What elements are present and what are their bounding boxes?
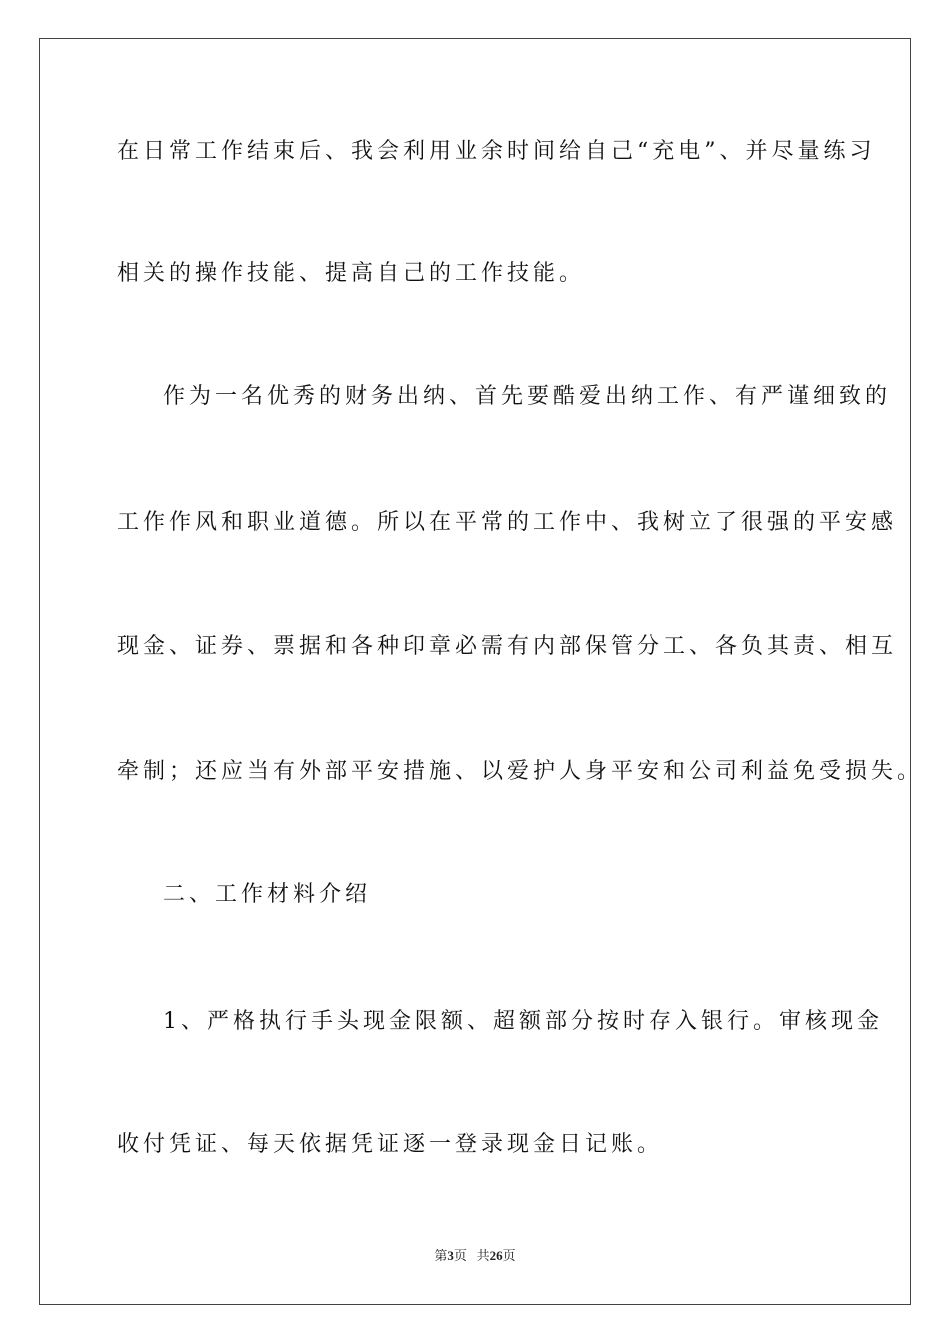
total-pages: 26 [489,1248,503,1263]
page-suffix: 页 [453,1248,467,1263]
paragraph-line-3: 作为一名优秀的财务出纳、首先要酷爱出纳工作、有严谨细致的 [163,384,892,409]
paragraph-line-2: 相关的操作技能、提高自己的工作技能。 [117,261,586,286]
paragraph-line-8: 1、严格执行手头现金限额、超额部分按时存入银行。审核现金 [163,1009,883,1034]
paragraph-line-4: 工作作风和职业道德。所以在平常的工作中、我树立了很强的平安感 [117,510,898,535]
page-number: 3 [447,1248,454,1263]
page-border [39,38,911,1305]
section-heading: 二、工作材料介绍 [163,882,372,907]
total-prefix: 共 [476,1248,490,1263]
paragraph-line-5: 现金、证券、票据和各种印章必需有内部保管分工、各负其责、相互 [117,634,898,659]
paragraph-line-9: 收付凭证、每天依据凭证逐一登录现金日记账。 [117,1132,664,1157]
page-footer [0,1247,950,1265]
paragraph-line-6: 牵制；还应当有外部平安措施、以爱护人身平安和公司利益免受损失。 [117,759,924,784]
paragraph-line-1: 在日常工作结束后、我会利用业余时间给自己“充电”、并尽量练习 [117,139,876,164]
total-suffix: 页 [502,1248,516,1263]
page-prefix: 第 [434,1248,448,1263]
